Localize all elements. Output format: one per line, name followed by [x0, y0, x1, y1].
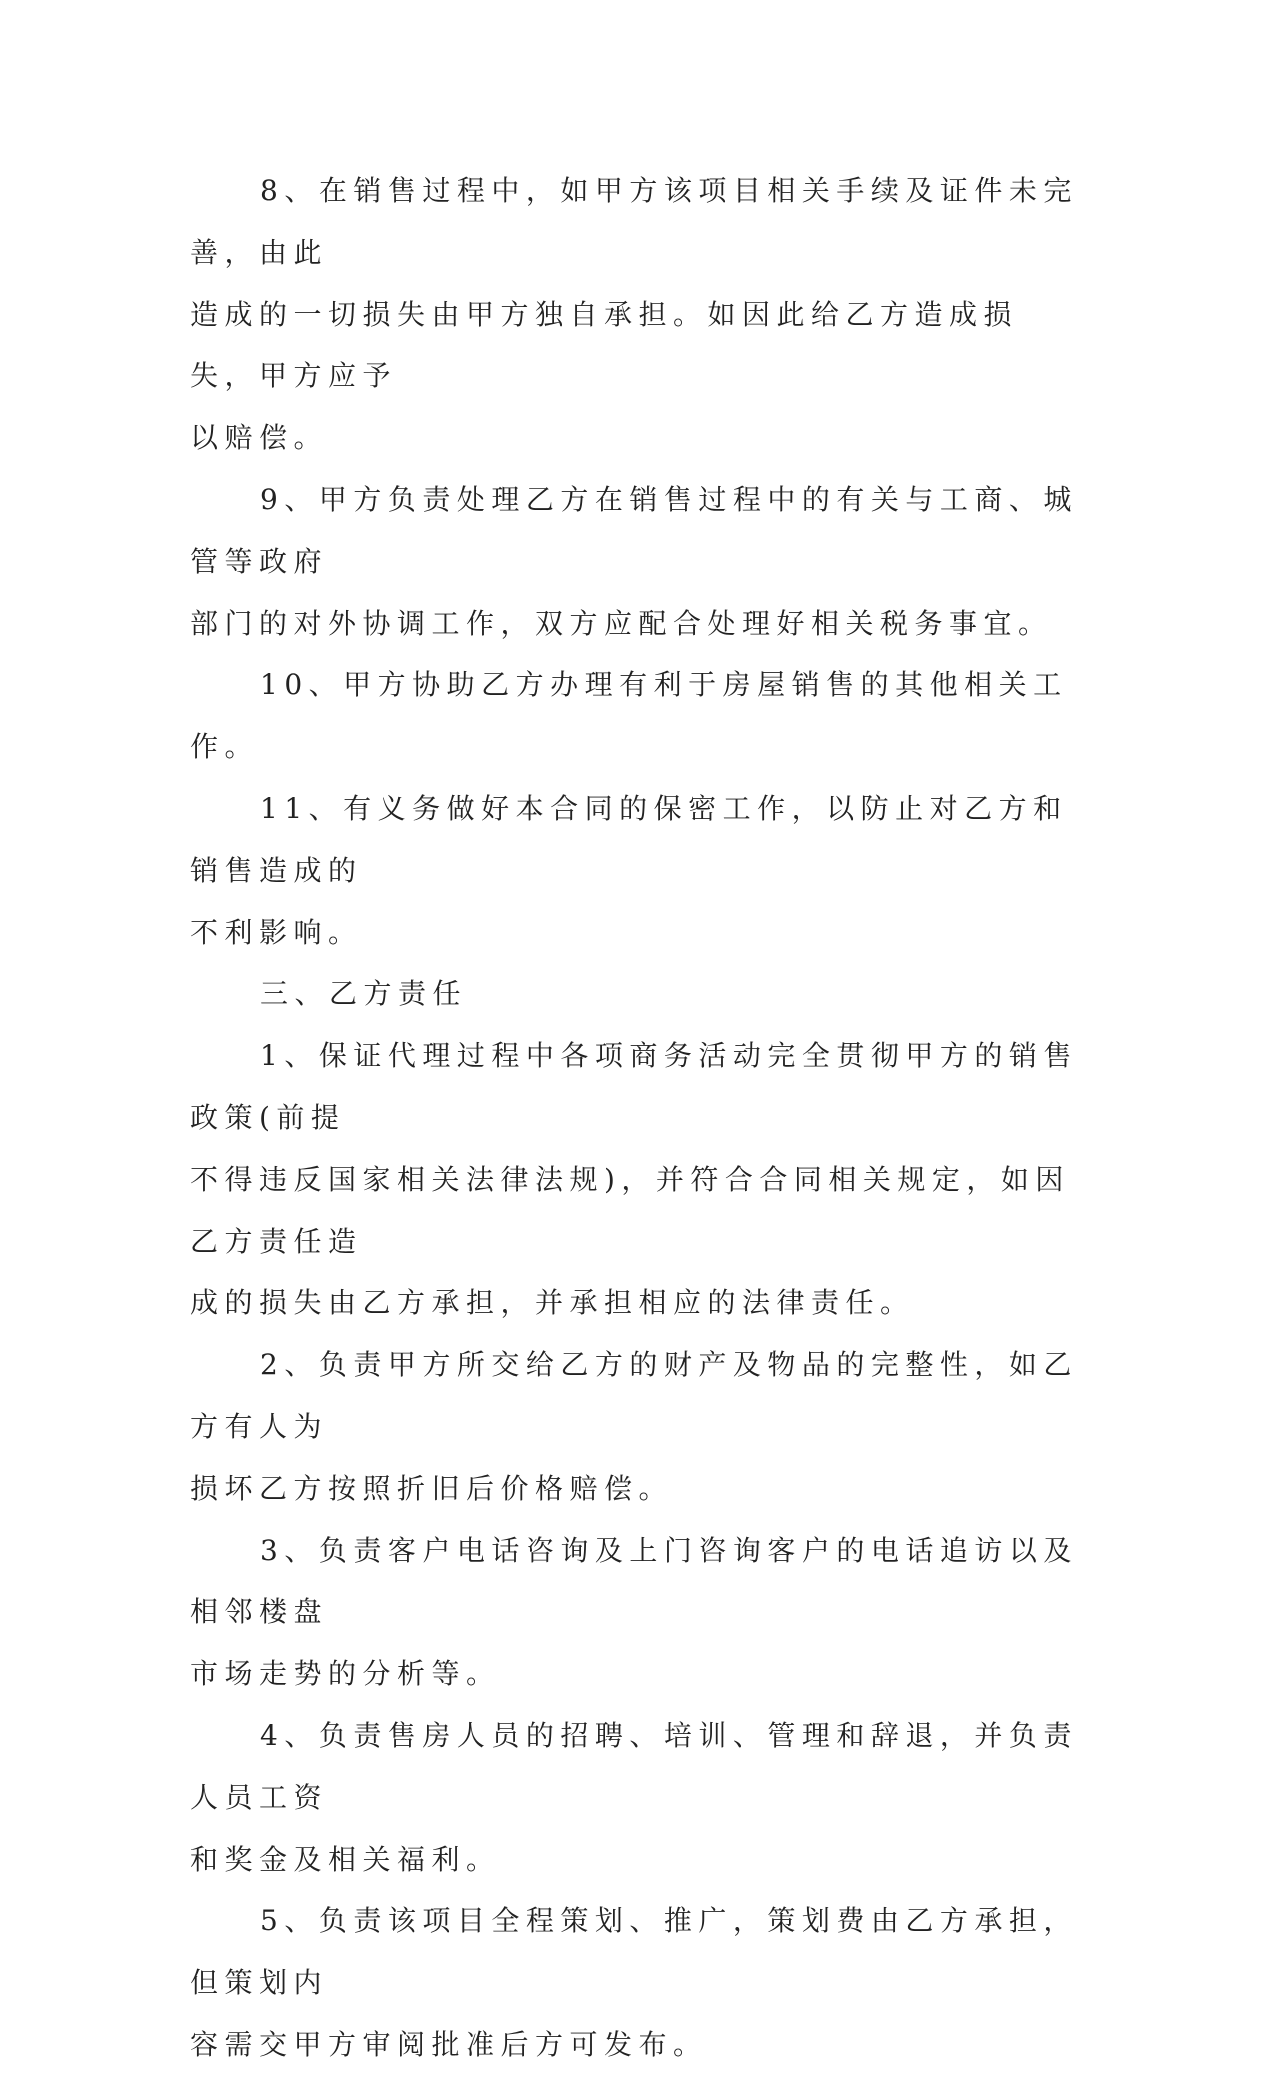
clause-4-paragraph: 4、负责售房人员的招聘、培训、管理和辞退，并负责人员工资 和奖金及相关福利。 [190, 1718, 1078, 1876]
clause-1-paragraph: 1、保证代理过程中各项商务活动完全贯彻甲方的销售政策(前提 不得违反国家相关法律法规)，并符合合同相关规定，如因乙方责任造 成的损失由乙方承担，并承担相应的法律责任。 [190, 1039, 1078, 1320]
clause-11-paragraph: 11、有义务做好本合同的保密工作，以防止对乙方和销售造成的 不利影响。 [190, 791, 1068, 949]
clause-8-paragraph: 8、在销售过程中，如甲方该项目相关手续及证件未完善，由此 造成的一切损失由甲方独自承担。如因此给乙方造成损失，甲方应予 以赔偿。 [190, 174, 1078, 455]
clause-5-paragraph: 5、负责该项目全程策划、推广，策划费由乙方承担，但策划内 容需交甲方审阅批准后方可发布。 [190, 1904, 1078, 2061]
clause-2-paragraph: 2、负责甲方所交给乙方的财产及物品的完整性，如乙方有人为 损坏乙方按照折旧后价格赔偿。 [190, 1348, 1078, 1505]
section-heading: 三、乙方责任 [260, 977, 468, 1011]
clause-3-paragraph: 3、负责客户电话咨询及上门咨询客户的电话追访以及相邻楼盘 市场走势的分析等。 [190, 1533, 1078, 1691]
clause-10-paragraph: 10、甲方协助乙方办理有利于房屋销售的其他相关工作。 [190, 668, 1068, 764]
document-body [190, 160, 1080, 2076]
clause-9-paragraph: 9、甲方负责处理乙方在销售过程中的有关与工商、城管等政府 部门的对外协调工作，双方应配合处理好相关税务事宜。 [190, 482, 1078, 640]
